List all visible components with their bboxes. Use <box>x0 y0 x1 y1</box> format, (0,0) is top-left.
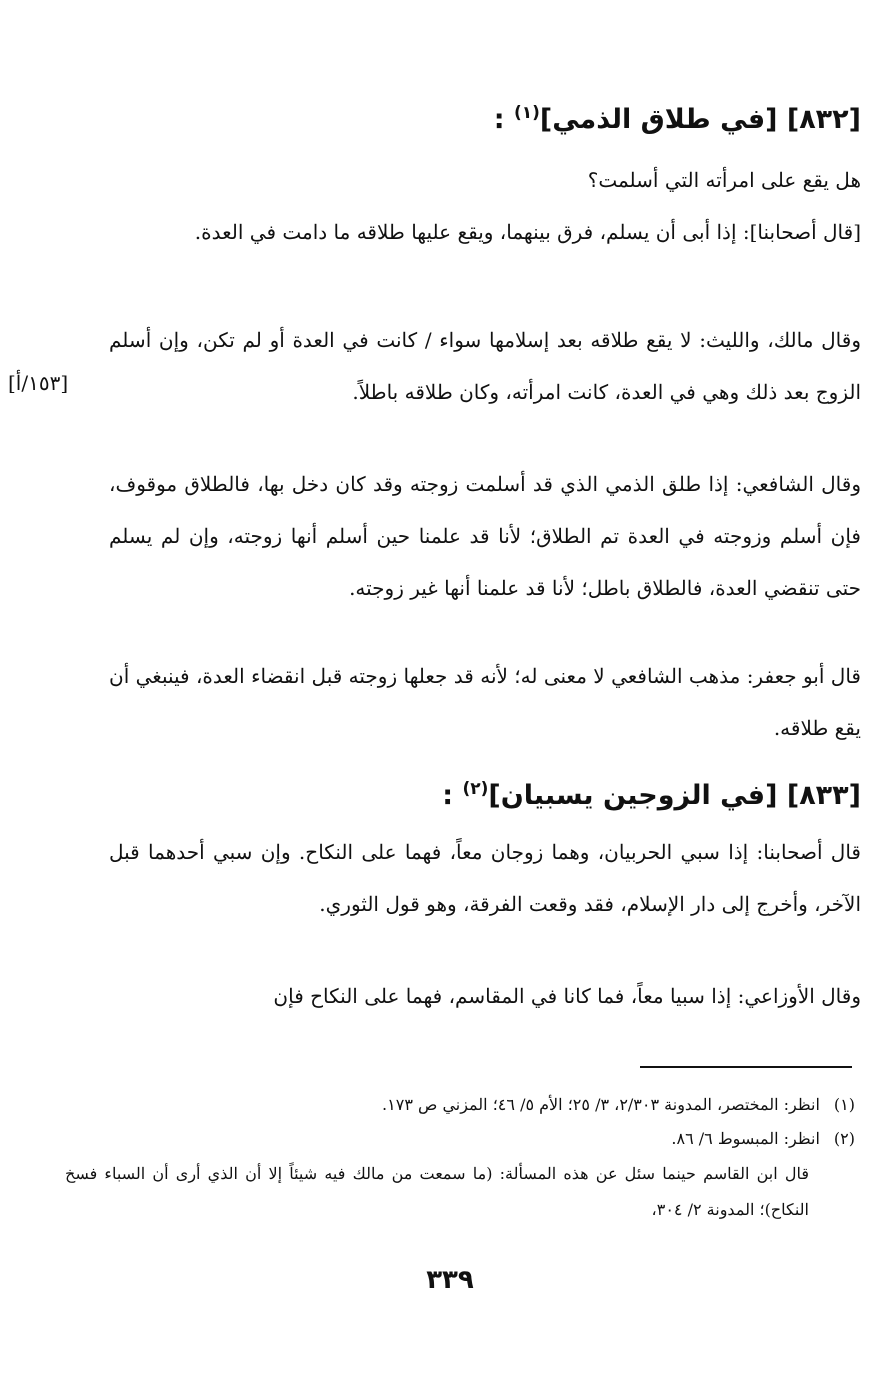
footnote-2-number: (٢) <box>833 1129 855 1148</box>
page-number: ٣٣٩ <box>426 1265 474 1295</box>
footnote-2-text: انظر: المبسوط ٦/ ٨٦. <box>671 1129 820 1148</box>
question-832: هل يقع على امرأته التي أسلمت؟ <box>587 168 861 192</box>
paragraph-malik-laith: وقال مالك، والليث: لا يقع طلاقه بعد إسلامها سواء / كانت في العدة أو لم تكن، وإن أسلم الزوج بعد ذلك وهي في العدة، كانت امرأته، وكان طلاقه باطلاً. <box>109 328 861 404</box>
section-heading-833-text: [٨٣٣] [في الزوجين يسبيان] <box>488 780 861 811</box>
paragraph-ashab-832: [قال أصحابنا]: إذا أبى أن يسلم، فرق بينهما، ويقع عليها طلاقه ما دامت في العدة. <box>194 220 861 244</box>
manuscript-folio-note: [١٥٣/أ] <box>8 371 69 395</box>
footnote-separator <box>640 1066 852 1068</box>
section-heading-832-text: [٨٣٢] [في طلاق الذمي] <box>539 104 861 135</box>
footnote-marker-2[interactable]: (٢) <box>462 779 489 799</box>
section-heading-833 <box>101 774 861 818</box>
footnote-1-number: (١) <box>833 1095 855 1114</box>
section-heading-832-colon: : <box>493 104 514 135</box>
section-heading-832 <box>101 98 861 142</box>
paragraph-shafii: وقال الشافعي: إذا طلق الذمي الذي قد أسلمت زوجته وقد كان دخل بها، فالطلاق موقوف، فإن أسلم وزوجته في العدة تم الطلاق؛ لأنا قد علمنا حين أسلم أنها زوجته، وإن لم يسلم حتى تنقضي العدة، فالطلاق باطل؛ لأنا قد علمنا أنها غير زوجته. <box>109 472 861 600</box>
paragraph-ashab-833: قال أصحابنا: إذا سبي الحربيان، وهما زوجان معاً، فهما على النكاح. وإن سبي أحدهما قبل الآخر، وأخرج إلى دار الإسلام، فقد وقعت الفرقة، وهو قول الثوري. <box>109 840 861 916</box>
section-heading-833-colon: : <box>442 780 463 811</box>
footnote-1 <box>135 1088 855 1122</box>
footnote-2 <box>135 1122 855 1156</box>
footnote-marker-1[interactable]: (١) <box>513 103 540 123</box>
footnote-2-continuation: قال ابن القاسم حينما سئل عن هذه المسألة: (ما سمعت من مالك فيه شيئاً إلا أن الذي أرى أن السباء فسخ النكاح)؛ المدونة ٢/ ٣٠٤، <box>65 1164 810 1219</box>
paragraph-awzai: وقال الأوزاعي: إذا سبيا معاً، فما كانا في المقاسم، فهما على النكاح فإن <box>273 984 861 1008</box>
footnote-1-text: انظر: المختصر، المدونة ٢/٣٠٣، ٣/ ٢٥؛ الأم ٥/ ٤٦؛ المزني ص ١٧٣. <box>382 1095 820 1114</box>
paragraph-abu-jafar: قال أبو جعفر: مذهب الشافعي لا معنى له؛ لأنه قد جعلها زوجته قبل انقضاء العدة، فينبغي أن يقع طلاقه. <box>109 664 861 740</box>
